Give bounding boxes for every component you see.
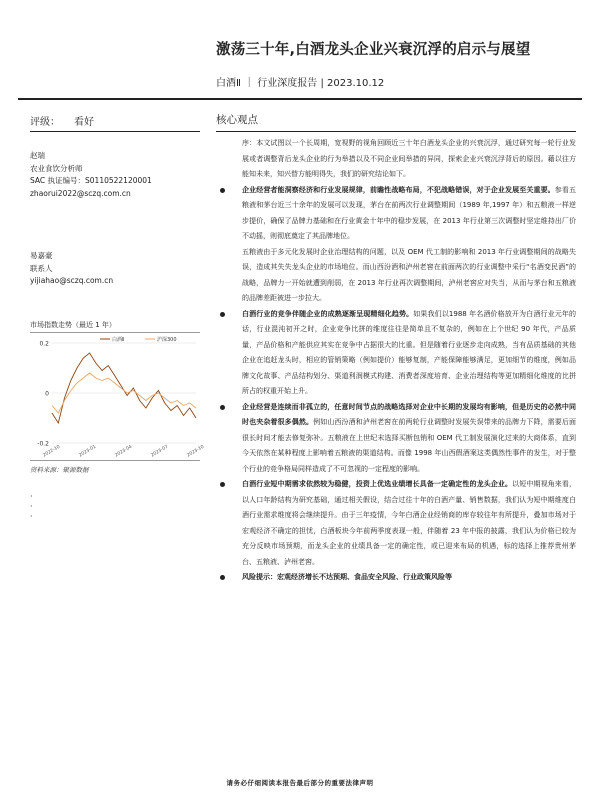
dot-1: ·: [30, 492, 33, 501]
analyst-cert: SAC 执证编号：S0110522120001: [30, 176, 152, 185]
series-line-1: [52, 353, 196, 423]
market-index-chart: [30, 335, 206, 460]
legend-label-1: 白酒Ⅱ: [112, 337, 125, 343]
left-dots: [30, 492, 33, 522]
bullet-dot: [220, 575, 225, 580]
dot-2: ·: [30, 502, 33, 511]
bullet-1: [216, 183, 576, 245]
bullet-4-text: 以短中期视角来看，以人口年龄结构为研究基础，通过相关假设，结合过往十年的白酒产量、销售数据，我们认为短中期维度白酒行业需求维度将会继续提升。由于三年疫情，今年白酒企业经销商的库存较往年有所提升，叠加市场对于宏观经济不确定的担忧，白酒板块今年前两季度表现一般，伴随着 23 年中报的披露，我们认为价格已较为充分反映市场预期，而龙头企业的业绩具备一定的确定性，或已迎来布局的机遇，标的选择上推荐贵州茅台、五粮液、泸州老窖。: [242, 480, 577, 566]
analyst-email[interactable]: zhaorui2022@sczq.com.cn: [30, 188, 131, 198]
x-tick-label: 2023-04: [114, 444, 134, 459]
bullet-1-lead: 企业经营者能洞察经济和行业发展规律，前瞻性战略布局，不犯战略错误，对于企业发展至关重要。: [242, 185, 555, 194]
analyst-block-2: [30, 250, 113, 288]
report-title: 激荡三十年,白酒龙头企业兴衰沉浮的启示与展望: [216, 42, 531, 58]
bullet-2: [216, 307, 576, 400]
x-tick-label: 2023-01: [78, 444, 98, 459]
core-view-divider: [216, 131, 576, 132]
rating-label: 评级：: [30, 117, 60, 128]
chart-title: 市场指数走势（最近 1 年）: [30, 321, 116, 329]
analyst-name: 赵瑞: [30, 151, 45, 160]
report-subtitle: 白酒Ⅱ ｜ 行业深度报告 | 2023.10.12: [216, 78, 385, 89]
y-tick-label: 0.2: [39, 340, 49, 348]
core-view-body: [216, 136, 576, 586]
chart-source: 资料来源：聚源数据: [30, 466, 89, 474]
chart-bottom-rule: [30, 460, 200, 461]
contact-name: 易嘉豪: [30, 251, 53, 260]
bullet-4: [216, 477, 576, 570]
contact-email[interactable]: yijiahao@sczq.com.cn: [30, 276, 114, 285]
bullet-2-lead: 白酒行业的竞争伴随企业的成熟逐渐呈现精细化趋势。: [242, 309, 414, 318]
bullet-1-text: 参看五粮液和茅台近三十余年的发展可以发现，茅台在前两次行业调整期间（1989 年,1997 年）和五粮液一样逆步提价，确保了品牌力基础和在行业黄金十年中的稳步发展，在 2013 年行业第三次调整时坚定维持出厂价不动摇，则彻底奠定了其品牌地位。: [242, 185, 576, 240]
analyst-role: 农业食饮分析师: [30, 163, 83, 173]
y-tick-label: -0.2: [37, 440, 49, 448]
x-tick-label: 2023-10: [186, 444, 206, 459]
bullet-dot: [220, 405, 225, 410]
bullet-dot: [220, 482, 225, 487]
bullet-3-lead: 企业经营是连续而非孤立的，任意时间节点的战略选择对企业中长期的发展均有影响，但是历史的必然中同时也夹杂着很多偶然。: [242, 402, 576, 426]
legend-label-2: 沪深300: [157, 337, 177, 343]
rating-divider: [30, 131, 200, 132]
x-tick-label: 2022-10: [42, 444, 62, 459]
core-view-heading: 核心观点: [216, 114, 258, 126]
x-tick-label: 2023-07: [150, 444, 170, 459]
analyst-block-1: [30, 150, 152, 200]
risk-text: 宏观经济增长不达预期、食品安全风险、行业政策风险等: [277, 573, 452, 581]
bullet-3: [216, 400, 576, 478]
bullet-3-text: 例如山西汾酒和泸州老窖在前两轮行业调整时发展失误带来的品牌力下降，需要后面很长时间才能去修复弥补。五粮液在上世纪末选择买断包销和 OEM 代工制发展演化过来的大商体系，直到今天依然在某种程度上影响着五粮液的渠道结构。而像 1998 年山西假酒案这类偶然性事件的发生，对于整个行业的竞争格局同样造成了不可忽视的一定程度的影响。: [242, 418, 577, 473]
bullet-2-text: 如果我们以1988 年名酒价格放开为白酒行业元年的话，行业混沌初开之时，企业竞争比拼的维度往往是简单且不复杂的，例如在上个世纪 90 年代，产品质量，产品价格和产能供应其实在竞争中占据很大的比重。但是随着行业逐步走向成熟，当有品质基础的其他企业在追赶龙头时，相应的管销策略（例如提价）能够复制，产能保障能够满足，更加细节的维度，例如品牌文化故事、产品结构划分、渠道利润模式构建、消费者深度培育、企业治理结构等更加精细化维度的比拼所占的权重开始上升。: [242, 309, 576, 395]
bullet-4-lead: 白酒行业短中期需求依然较为稳健，投资上优选业绩增长具备一定确定性的龙头企业。: [242, 480, 513, 488]
bullet-dot: [220, 312, 225, 317]
bullet-1-cont: 五粮液由于多元化发展时企业治理结构的问题，以及 OEM 代工制的影响和 2013 年行业调整期间的战略失误，造成其失失龙头企业的市场地位。而山西汾酒和泸州老窖在前面两次的行业调整中采行“名酒变民酒”的战略，品牌力一开始就遭到削弱，在 2013 年行业再次调整期间，泸州老窖应对失当，从而与茅台和五粮液的品牌差距被进一步拉大。: [242, 247, 576, 302]
bullet-dot: [220, 188, 225, 193]
risk-warning: [216, 570, 576, 586]
risk-label: 风险提示：: [242, 573, 277, 581]
y-tick-label: 0: [45, 390, 49, 398]
contact-role: 联系人: [30, 263, 53, 273]
preface: 序：本文试图以一个长周期，宽视野的视角回顾近三十年白酒龙头企业的兴衰沉浮，通过研究每一轮行业发展或者调整背后龙头企业的行为举措以及不同企业间举措的异同，探索企业兴衰沉浮背后的原因。藉以往方能知未来，知兴替方能明得失，我们的研究结论如下。: [242, 139, 576, 178]
legal-footer: 请务必仔细阅读本报告最后部分的重要法律声明: [226, 779, 374, 787]
rating-value: 看好: [74, 117, 94, 128]
dot-3: ·: [30, 512, 33, 521]
rating: [30, 113, 94, 128]
chart-top-rule: [30, 332, 200, 333]
header-divider: [18, 98, 582, 100]
